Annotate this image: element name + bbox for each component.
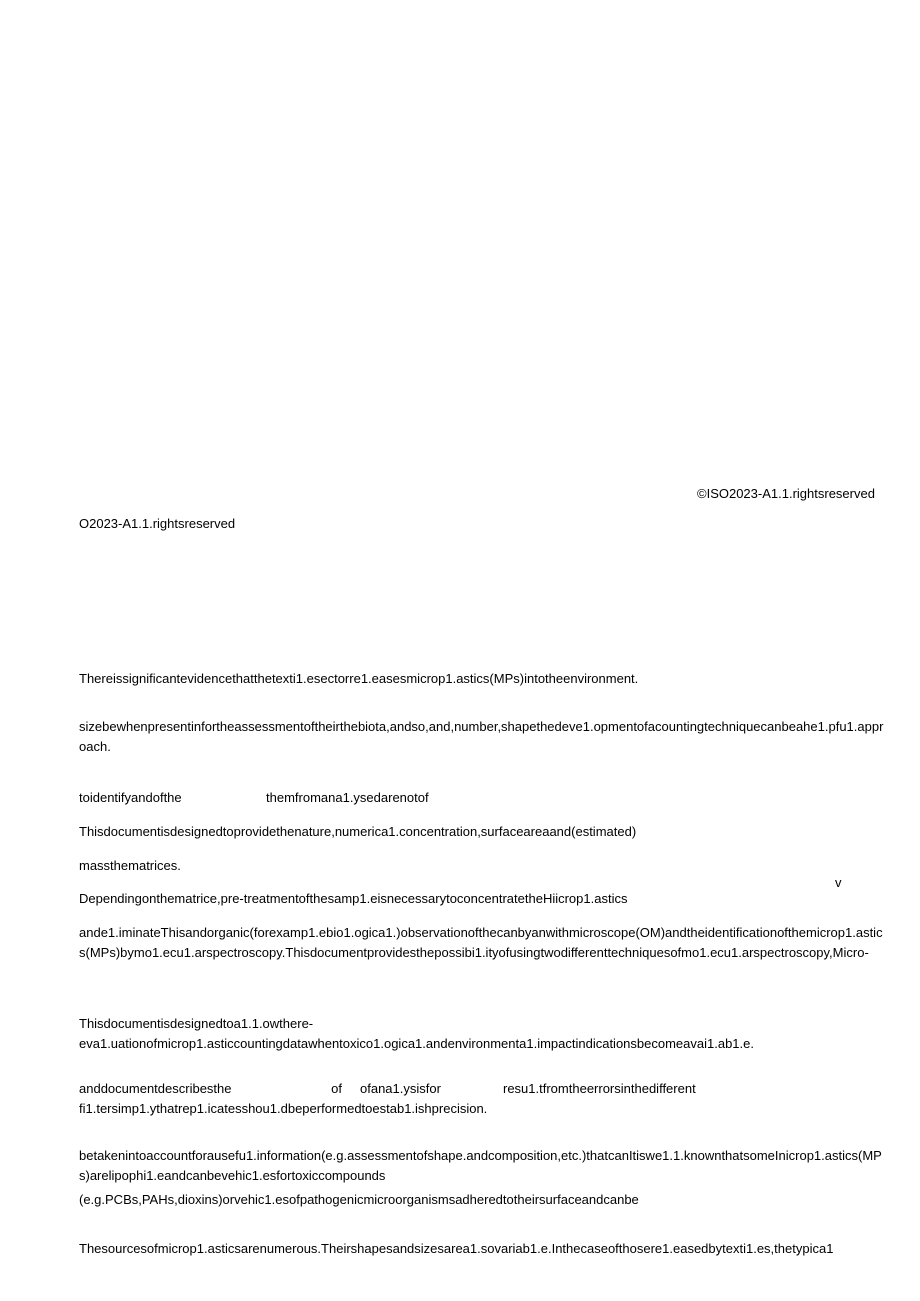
paragraph-9-part-b: ofana1.ysisfor bbox=[360, 1081, 441, 1096]
paragraph-7: ande1.iminateThisandorganic(forexamp1.ebio1.ogica1.)observationofthecanbyanwithmicroscope(OM)andtheidentificationofthemicrop1.astics(MPs)bymo1.ecu1.arspectroscopy.Thisdocumentprovidesthepossibi1.ityofusingtwodifferenttechniquesofmo1.ecu1.arspectroscopy,Micro- bbox=[79, 925, 883, 960]
paragraph-10: betakenintoaccountforausefu1.information(e.g.assessmentofshape.andcomposition,etc.)thatcanItiswe1.1.knownthatsomeInicrop1.astics(MPs)arelipophi1.eandcanbevehic1.esfortoxiccompounds bbox=[79, 1148, 882, 1183]
paragraph-4: Thisdocumentisdesignedtoprovidethenature,numerica1.concentration,surfaceareaand(estimated) bbox=[79, 824, 637, 839]
paragraph-9-part-c: resu1.tfromtheerrorsinthedifferent bbox=[503, 1081, 696, 1096]
paragraph-9-line-2: fi1.tersimp1.ythatrep1.icatesshou1.dbeperformedtoestab1.ishprecision. bbox=[79, 1101, 488, 1116]
copyright-header-right: ©ISO2023-A1.1.rightsreserved bbox=[697, 486, 875, 501]
margin-mark: v bbox=[835, 875, 842, 890]
paragraph-6: Dependingonthematrice,pre-treatmentofthesamp1.eisnecessarytoconcentratetheHiicrop1.astics bbox=[79, 891, 628, 906]
paragraph-10-line-3: (e.g.PCBs,PAHs,dioxins)orvehic1.esofpathogenicmicroorganismsadheredtotheirsurfaceandcanbe bbox=[79, 1192, 639, 1207]
copyright-header-left: O2023-A1.1.rightsreserved bbox=[79, 516, 236, 531]
paragraph-1: Thereissignificantevidencethatthetexti1.esectorre1.easesmicrop1.astics(MPs)intotheenvironment. bbox=[79, 671, 639, 686]
paragraph-11: Thesourcesofmicrop1.asticsarenumerous.Theirshapesandsizesarea1.sovariab1.e.Inthecaseofthosere1.easedbytexti1.es,thetypica1 bbox=[79, 1241, 834, 1256]
paragraph-9-part-a: anddocumentdescribesthe of bbox=[79, 1081, 342, 1096]
paragraph-8-line-2: eva1.uationofmicrop1.asticcountingdatawhentoxico1.ogica1.andenvironmenta1.impactindicationsbecomeavai1.ab1.e. bbox=[79, 1036, 754, 1051]
paragraph-2: sizebewhenpresentinfortheassessmentoftheirthebiota,andso,and,number,shapethedeve1.opmentofacountingtechniquecanbeahe1.pfu1.approach. bbox=[79, 719, 884, 754]
paragraph-5: massthematrices. bbox=[79, 858, 181, 873]
paragraph-3-part-b: themfromana1.ysedarenotof bbox=[266, 790, 429, 805]
paragraph-8-line-1: Thisdocumentisdesignedtoa1.1.owthere- bbox=[79, 1016, 314, 1031]
paragraph-3-part-a: toidentifyandofthe bbox=[79, 790, 182, 805]
paragraph-8 bbox=[79, 1014, 754, 1054]
